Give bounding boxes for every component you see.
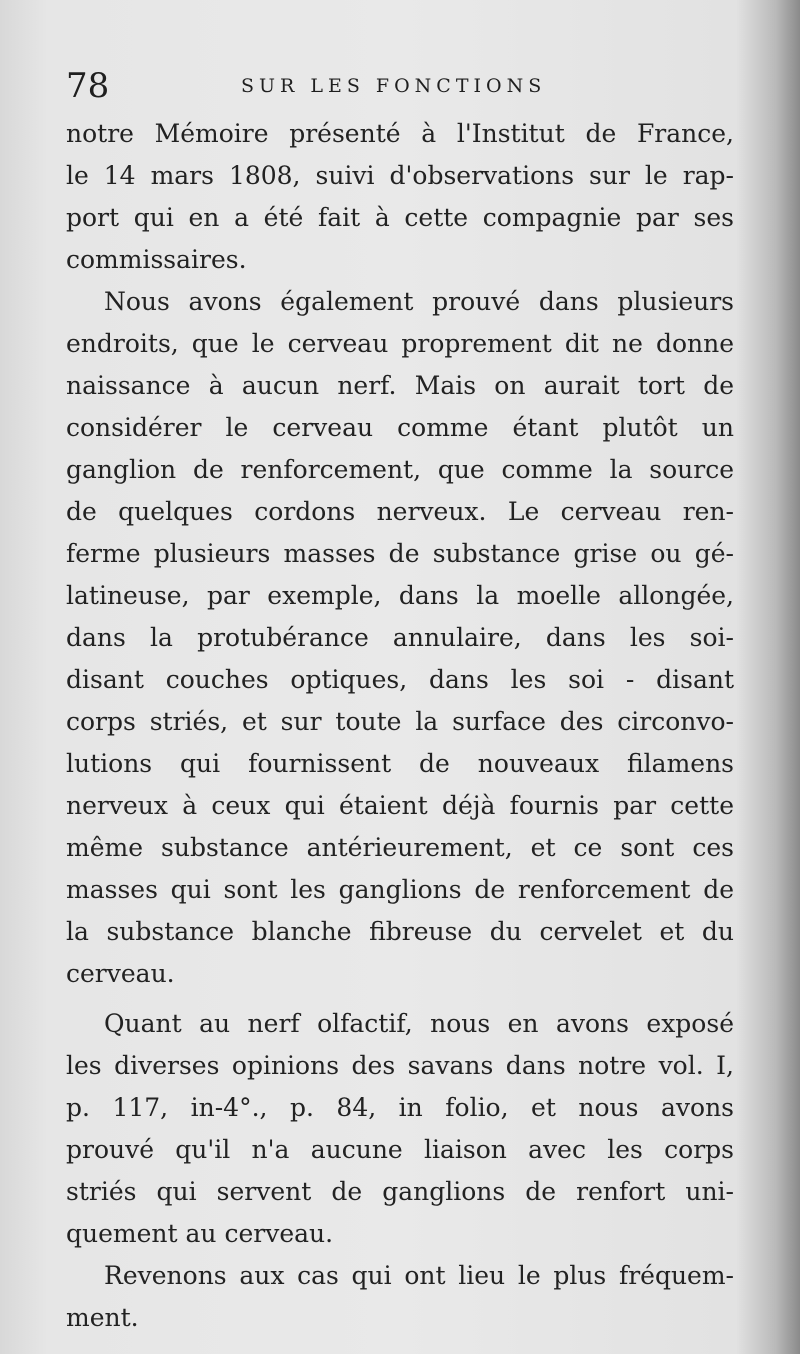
text-line: p. 117, in-4°., p. 84, in folio, et nous avons (66, 1093, 734, 1122)
text-line: le 14 mars 1808, suivi d'observations sur le rap- (66, 161, 734, 190)
text-line: commissaires. (66, 245, 247, 274)
text-line: notre Mémoire présenté à l'Institut de France, (66, 119, 734, 148)
text-line: port qui en a été fait à cette compagnie par ses (66, 203, 734, 232)
text-line: lutions qui fournissent de nouveaux filamens (66, 749, 734, 778)
text-line: naissance à aucun nerf. Mais on aurait tort de (66, 371, 734, 400)
text-line: Nous avons également prouvé dans plusieurs (104, 287, 734, 316)
text-line: dans la protubérance annulaire, dans les soi- (66, 623, 734, 652)
text-line: latineuse, par exemple, dans la moelle allongée, (66, 581, 734, 610)
text-line: Revenons aux cas qui ont lieu le plus fréquem- (104, 1261, 734, 1290)
paragraph-gap (66, 995, 734, 1003)
text-line: considérer le cerveau comme étant plutôt un (66, 413, 734, 442)
text-line: nerveux à ceux qui étaient déjà fournis par cette (66, 791, 734, 820)
paragraph (66, 113, 734, 281)
text-line: même substance antérieurement, et ce sont ces (66, 833, 734, 862)
text-line: Quant au nerf olfactif, nous en avons exposé (104, 1009, 734, 1038)
running-head (66, 66, 766, 106)
text-line: corps striés, et sur toute la surface des circonvo- (66, 707, 734, 736)
page-number: 78 (66, 66, 110, 106)
text-line: ganglion de renforcement, que comme la source (66, 455, 734, 484)
text-line: masses qui sont les ganglions de renforcement de (66, 875, 734, 904)
running-head-title: SUR LES FONCTIONS (241, 75, 547, 97)
text-line: la substance blanche fibreuse du cervelet et du (66, 917, 734, 946)
text-line: les diverses opinions des savans dans notre vol. I, (66, 1051, 734, 1080)
paragraph (66, 281, 734, 995)
text-line: quement au cerveau. (66, 1219, 334, 1248)
text-line: prouvé qu'il n'a aucune liaison avec les corps (66, 1135, 734, 1164)
paragraph (66, 1003, 734, 1255)
body-text (66, 113, 734, 1339)
text-line: ferme plusieurs masses de substance grise ou gé- (66, 539, 734, 568)
text-line: disant couches optiques, dans les soi - disant (66, 665, 734, 694)
text-line: de quelques cordons nerveux. Le cerveau ren- (66, 497, 734, 526)
paragraph (66, 1255, 734, 1339)
text-line: endroits, que le cerveau proprement dit ne donne (66, 329, 734, 358)
text-line: ment. (66, 1303, 139, 1332)
text-line: cerveau. (66, 959, 175, 988)
text-line: striés qui servent de ganglions de renfort uni- (66, 1177, 734, 1206)
